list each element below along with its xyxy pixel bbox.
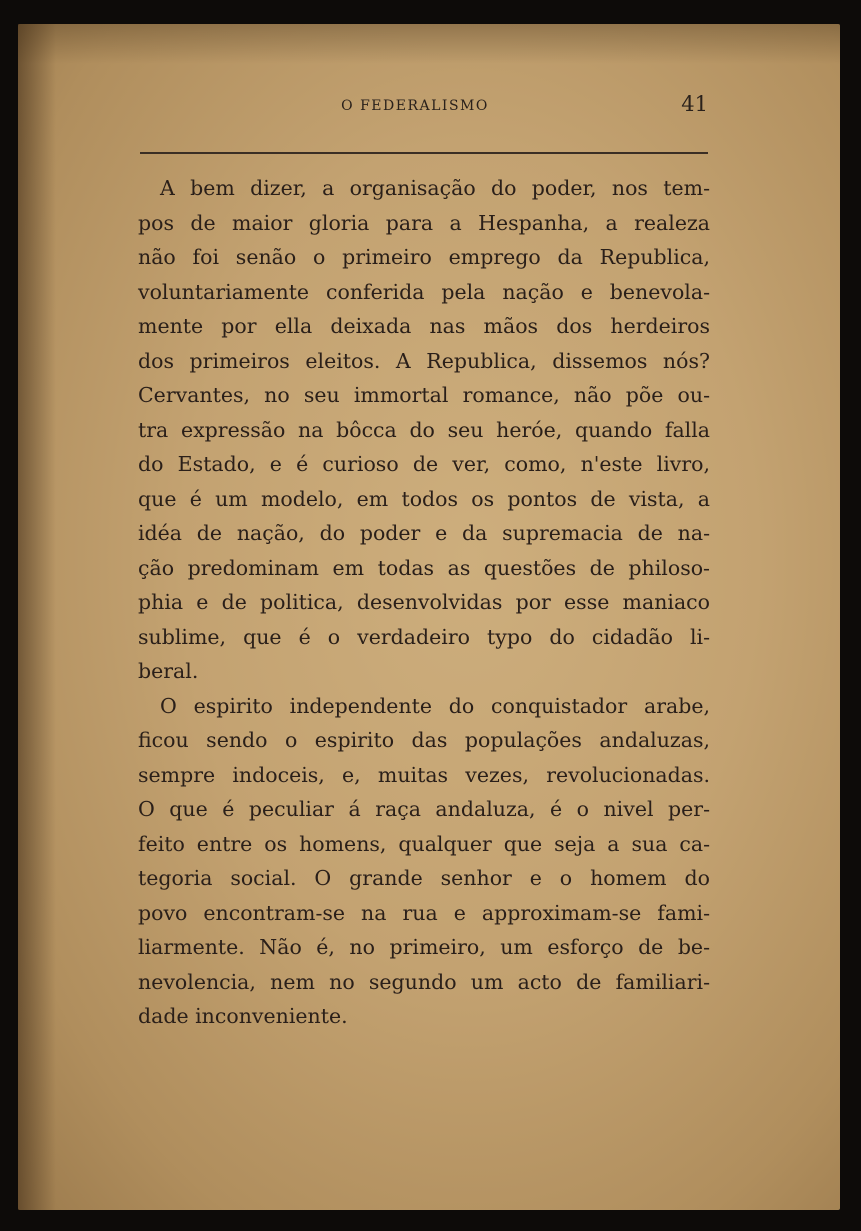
text-line: não foi senão o primeiro emprego da Republica,	[138, 245, 710, 269]
text-line: nevolencia, nem no segundo um acto de familiari-	[138, 969, 710, 994]
text-line: O que é peculiar á raça andaluza, é o nivel per-	[138, 797, 710, 821]
text-line: do Estado, e é curioso de ver, como, n'este livro,	[138, 452, 710, 476]
running-title: O FEDERALISMO	[341, 98, 489, 114]
text-line: idéa de nação, do poder e da supremacia de na-	[138, 521, 710, 545]
text-line: ficou sendo o espirito das populações andaluzas,	[138, 728, 710, 752]
page-number: 41	[681, 92, 708, 116]
text-line: A bem dizer, a organisação do poder, nos tem-	[160, 176, 710, 200]
text-line: sublime, que é o verdadeiro typo do cidadão li-	[138, 624, 710, 649]
text-line: tra expressão na bôcca do seu heróe, quando falla	[138, 417, 710, 442]
text-line: phia e de politica, desenvolvidas por esse maniaco	[138, 590, 710, 614]
header-rule	[140, 152, 708, 154]
text-line: povo encontram-se na rua e approximam-se fami-	[138, 900, 710, 925]
page-header	[120, 92, 710, 126]
text-line: ção predominam em todas as questões de philoso-	[138, 555, 710, 580]
text-line: Cervantes, no seu immortal romance, não põe ou-	[138, 383, 710, 407]
text-line: mente por ella deixada nas mãos dos herdeiros	[138, 314, 710, 338]
body-text	[138, 171, 710, 1034]
text-line: voluntariamente conferida pela nação e benevola-	[138, 279, 710, 304]
text-line: liarmente. Não é, no primeiro, um esforço de be-	[138, 935, 710, 959]
text-line: pos de maior gloria para a Hespanha, a realeza	[138, 210, 710, 235]
text-line: beral.	[138, 659, 199, 683]
text-line: dade inconveniente.	[138, 1004, 348, 1028]
text-line: sempre indoceis, e, muitas vezes, revolucionadas.	[138, 762, 710, 787]
text-line: que é um modelo, em todos os pontos de vista, a	[138, 486, 710, 511]
text-line: tegoria social. O grande senhor e o homem do	[138, 866, 710, 890]
text-line: O espirito independente do conquistador arabe,	[160, 693, 710, 718]
text-line: feito entre os homens, qualquer que seja a sua ca-	[138, 831, 710, 856]
text-line: dos primeiros eleitos. A Republica, dissemos nós?	[138, 348, 710, 373]
